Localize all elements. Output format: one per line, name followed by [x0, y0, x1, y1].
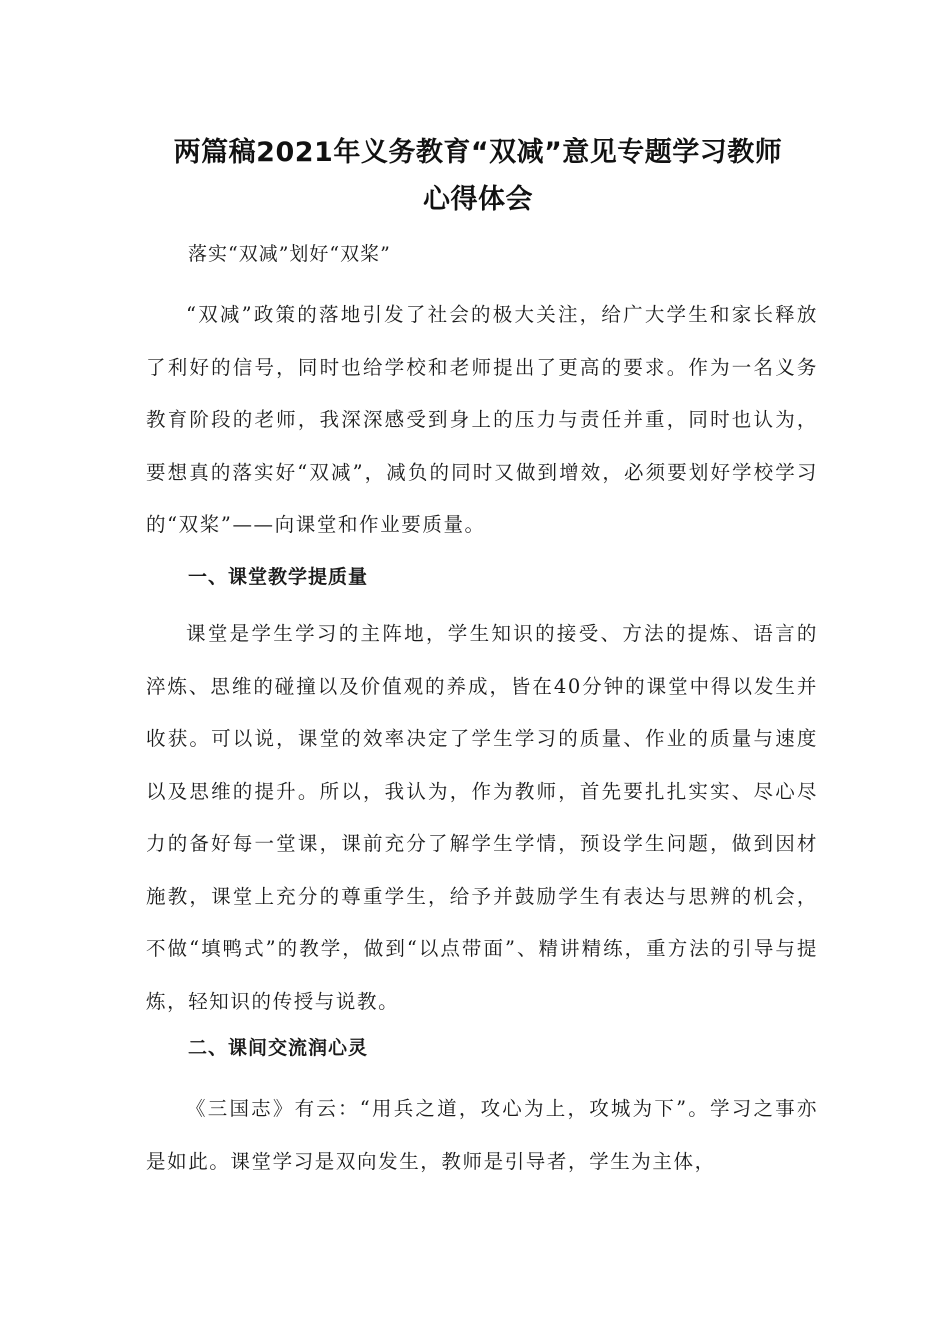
document-title-line-2: 心得体会 — [423, 184, 533, 215]
document-title-line-1: 两篇稿2021年义务教育“双减”意见专题学习教师 — [173, 137, 783, 168]
document-subtitle: 落实“双减”划好“双桨” — [188, 243, 391, 265]
paragraph-communication: 《三国志》有云：“用兵之道，攻心为上，攻城为下”。学习之事亦是如此。课堂学习是双向发生，教师是引导者，学生为主体， — [146, 1097, 818, 1173]
section-heading-1: 一、课堂教学提质量 — [188, 566, 369, 588]
section-heading-2: 二、课间交流润心灵 — [188, 1037, 369, 1059]
paragraph-intro: “双减”政策的落地引发了社会的极大关注，给广大学生和家长释放了利好的信号，同时也给学校和老师提出了更高的要求。作为一名义务教育阶段的老师，我深深感受到身上的压力与责任并重，同时也认为，要想真的落实好“双减”，减负的同时又做到增效，必须要划好学校学习的“双桨”——向课堂和作业要质量。 — [146, 303, 818, 536]
paragraph-classroom: 课堂是学生学习的主阵地，学生知识的接受、方法的提炼、语言的淬炼、思维的碰撞以及价值观的养成，皆在40分钟的课堂中得以发生并收获。可以说，课堂的效率决定了学生学习的质量、作业的质量与速度以及思维的提升。所以，我认为，作为教师，首先要扎扎实实、尽心尽力的备好每一堂课，课前充分了解学生学情，预设学生问题，做到因材施教，课堂上充分的尊重学生，给予并鼓励学生有表达与思辨的机会，不做“填鸭式”的教学，做到“以点带面”、精讲精练，重方法的引导与提炼，轻知识的传授与说教。 — [146, 622, 818, 1013]
